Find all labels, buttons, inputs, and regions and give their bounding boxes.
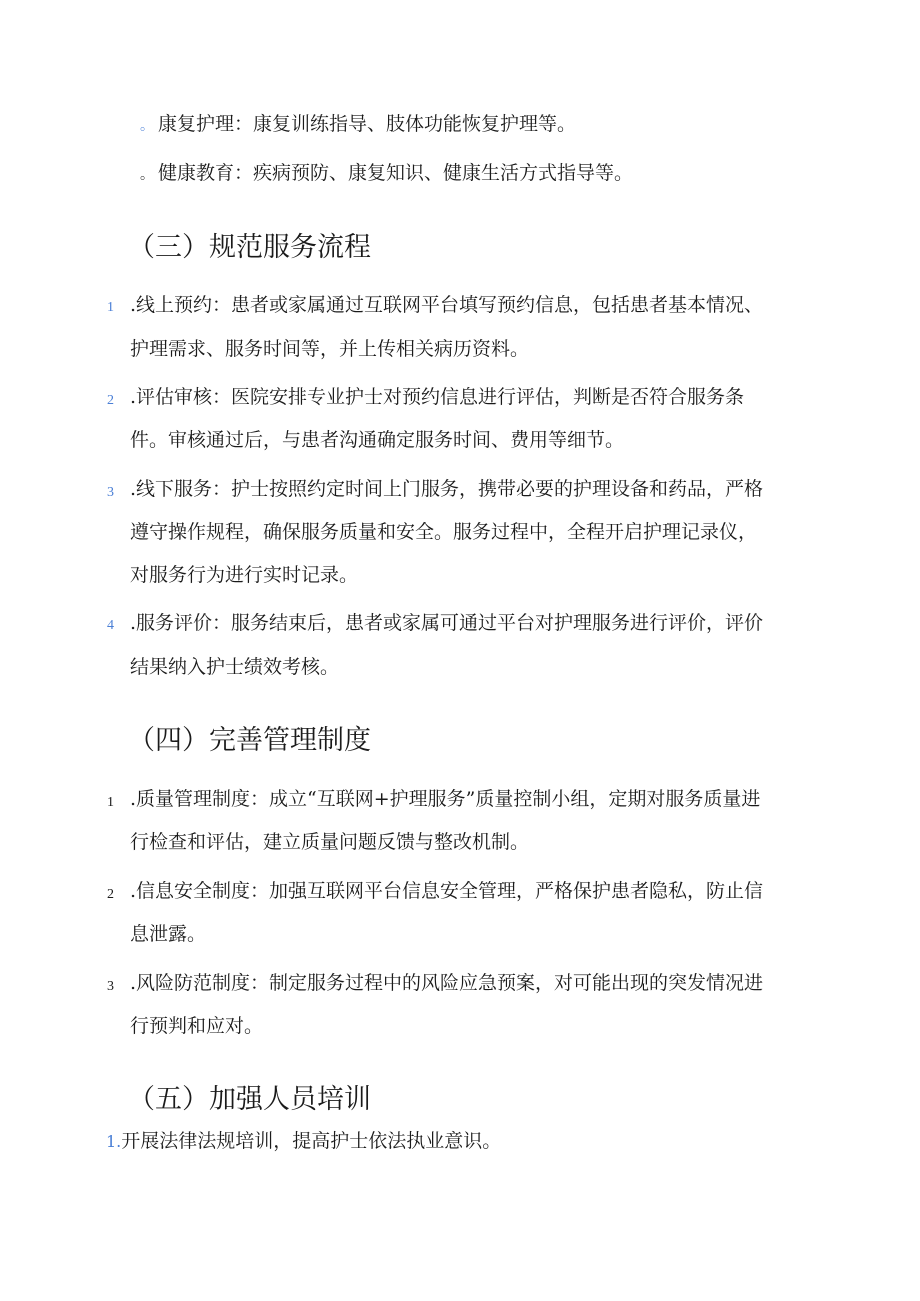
bullet-mark: 。 bbox=[140, 118, 154, 134]
list-item bbox=[140, 161, 633, 187]
section-heading: （三）规范服务流程 bbox=[128, 232, 371, 263]
item-text: 遵守操作规程，确保服务质量和安全。服务过程中，全程开启护理记录仪， bbox=[130, 521, 758, 543]
item-text: 行预判和应对。 bbox=[130, 1015, 264, 1037]
item-number: 2 bbox=[107, 393, 114, 408]
item-text: .质量管理制度：成立“互联网+护理服务”质量控制小组，定期对服务质量进 bbox=[130, 788, 761, 810]
item-number: 1. bbox=[106, 1132, 122, 1151]
item-number: 3 bbox=[107, 485, 114, 500]
list-item bbox=[140, 112, 576, 138]
bullet-text: 健康教育：疾病预防、康复知识、健康生活方式指导等。 bbox=[158, 162, 634, 184]
item-number: 3 bbox=[107, 979, 114, 994]
section-heading: （五）加强人员培训 bbox=[128, 1084, 371, 1115]
item-text: .线下服务：护士按照约定时间上门服务，携带必要的护理设备和药品，严格 bbox=[130, 478, 764, 500]
item-text: .服务评价：服务结束后，患者或家属可通过平台对护理服务进行评价，评价 bbox=[130, 612, 764, 634]
item-text: .线上预约：患者或家属通过互联网平台填写预约信息，包括患者基本情况、 bbox=[130, 294, 764, 316]
item-number: 1 bbox=[107, 795, 114, 810]
item-text: 件。审核通过后，与患者沟通确定服务时间、费用等细节。 bbox=[130, 429, 625, 451]
bullet-mark: 。 bbox=[140, 167, 154, 183]
item-number: 1 bbox=[107, 300, 114, 315]
item-text: 结果纳入护士绩效考核。 bbox=[130, 656, 340, 678]
section-heading: （四）完善管理制度 bbox=[128, 725, 371, 756]
item-text: 息泄露。 bbox=[130, 923, 207, 945]
item-number: 4 bbox=[107, 618, 114, 633]
item-text: .评估审核：医院安排专业护士对预约信息进行评估，判断是否符合服务条 bbox=[130, 386, 745, 408]
item-text: 开展法律法规培训，提高护士依法执业意识。 bbox=[121, 1130, 502, 1152]
item-text: 护理需求、服务时间等，并上传相关病历资料。 bbox=[130, 338, 530, 360]
list-item bbox=[106, 1129, 501, 1154]
bullet-text: 康复护理：康复训练指导、肢体功能恢复护理等。 bbox=[158, 113, 577, 135]
item-text: 行检查和评估，建立质量问题反馈与整改机制。 bbox=[130, 831, 530, 853]
item-text: 对服务行为进行实时记录。 bbox=[130, 564, 359, 586]
item-text: .风险防范制度：制定服务过程中的风险应急预案，对可能出现的突发情况进 bbox=[130, 972, 764, 994]
item-text: .信息安全制度：加强互联网平台信息安全管理，严格保护患者隐私，防止信 bbox=[130, 880, 764, 902]
item-number: 2 bbox=[107, 887, 114, 902]
